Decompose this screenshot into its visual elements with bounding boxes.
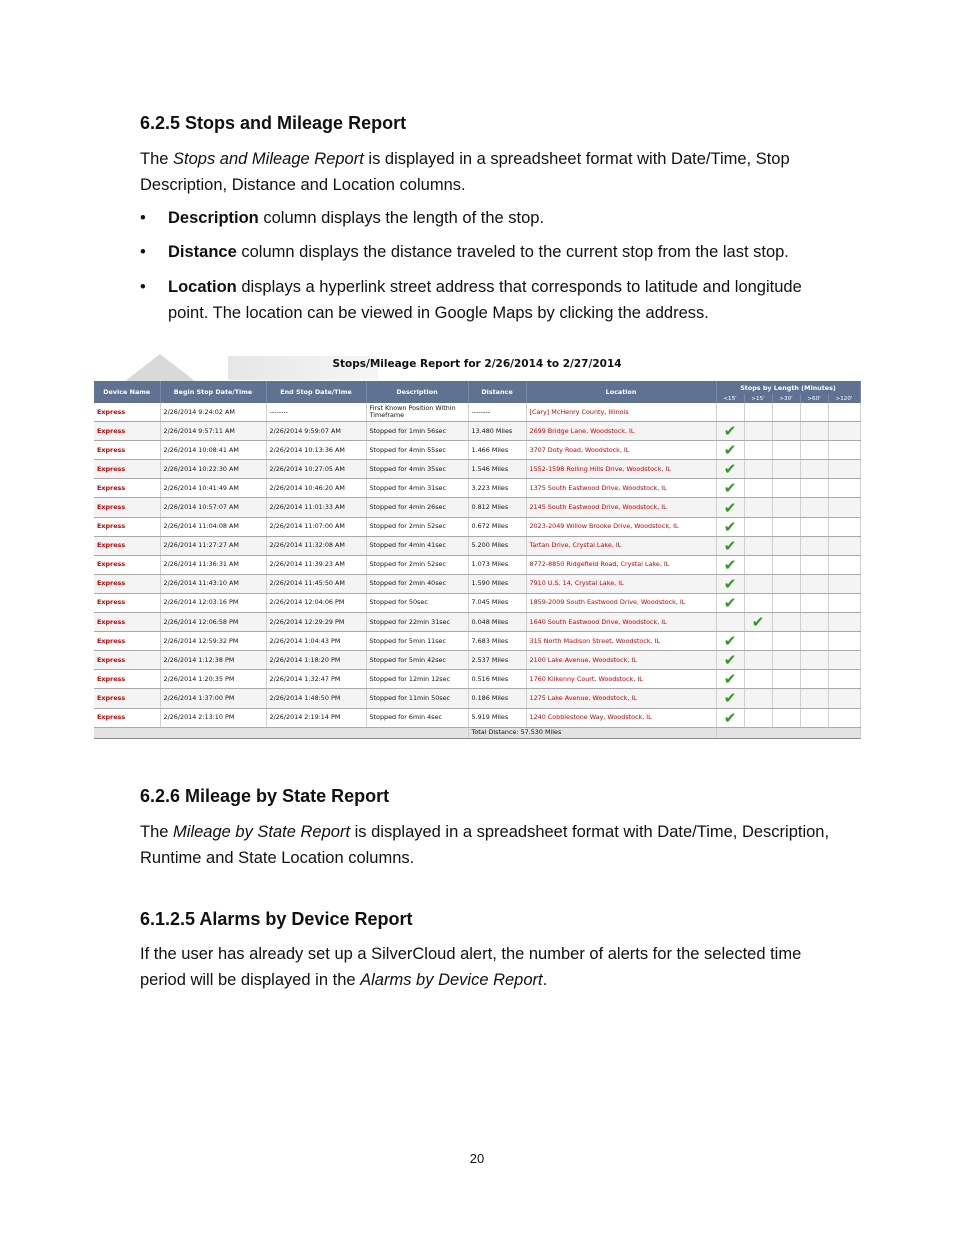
begin-time-cell: 2/26/2014 1:37:00 PM — [160, 689, 266, 708]
stop-bucket-cell — [716, 708, 744, 727]
stop-bucket-cell — [716, 460, 744, 479]
begin-time-cell: 2/26/2014 10:41:49 AM — [160, 479, 266, 498]
stop-bucket-cell — [772, 651, 800, 670]
device-name-cell: Express — [94, 670, 160, 689]
device-name-cell: Express — [94, 632, 160, 651]
distance-cell: 1.590 Miles — [468, 574, 526, 593]
description-cell: Stopped for 12min 12sec — [366, 670, 468, 689]
stop-bucket-cell — [828, 670, 860, 689]
stop-bucket-cell — [800, 555, 828, 574]
table-row — [94, 593, 860, 612]
description-cell: Stopped for 4min 55sec — [366, 441, 468, 460]
stop-bucket-cell — [800, 689, 828, 708]
distance-cell: 3.223 Miles — [468, 479, 526, 498]
stop-bucket-cell — [828, 517, 860, 536]
stop-bucket-cell — [744, 708, 772, 727]
location-link[interactable]: 7910 U.S. 14, Crystal Lake, IL — [526, 574, 716, 593]
report-body — [94, 403, 860, 738]
stop-bucket-cell — [744, 574, 772, 593]
distance-cell: 1.466 Miles — [468, 441, 526, 460]
col-bucket: <15' — [716, 394, 744, 403]
begin-time-cell: 2/26/2014 11:27:27 AM — [160, 536, 266, 555]
bullet-dot: • — [140, 209, 146, 227]
stop-bucket-cell — [800, 670, 828, 689]
checkmark-icon: ✔ — [723, 574, 737, 593]
stop-bucket-cell — [828, 460, 860, 479]
begin-time-cell: 2/26/2014 10:08:41 AM — [160, 441, 266, 460]
location-link[interactable]: [Cary] McHenry County, Illinois — [526, 403, 716, 422]
stop-bucket-cell — [716, 593, 744, 612]
device-name-cell: Express — [94, 460, 160, 479]
end-time-cell: 2/26/2014 1:32:47 PM — [266, 670, 366, 689]
device-name-cell: Express — [94, 593, 160, 612]
stop-bucket-cell — [716, 555, 744, 574]
table-row — [94, 479, 860, 498]
stop-bucket-cell — [744, 441, 772, 460]
intro-text: . — [542, 971, 548, 989]
checkmark-icon: ✔ — [723, 555, 737, 574]
bullet-dot: • — [140, 278, 146, 296]
stop-bucket-cell — [800, 574, 828, 593]
device-name-cell: Express — [94, 479, 160, 498]
begin-time-cell: 2/26/2014 11:36:31 AM — [160, 555, 266, 574]
begin-time-cell: 2/26/2014 12:03:16 PM — [160, 593, 266, 612]
bullet-term: Distance — [168, 243, 237, 261]
stop-bucket-cell — [772, 689, 800, 708]
table-row — [94, 613, 860, 632]
stop-bucket-cell — [828, 593, 860, 612]
table-row — [94, 708, 860, 727]
begin-time-cell: 2/26/2014 10:22:30 AM — [160, 460, 266, 479]
description-cell: Stopped for 4min 41sec — [366, 536, 468, 555]
end-time-cell: 2/26/2014 10:27:05 AM — [266, 460, 366, 479]
location-link[interactable]: 315 North Madison Street, Woodstock, IL — [526, 632, 716, 651]
checkmark-icon: ✔ — [723, 632, 737, 651]
stop-bucket-cell — [716, 613, 744, 632]
location-link[interactable]: 1240 Cobblestone Way, Woodstock, IL — [526, 708, 716, 727]
stops-mileage-report-screenshot — [94, 352, 860, 740]
stop-bucket-cell — [744, 651, 772, 670]
location-link[interactable]: 1859-2009 South Eastwood Drive, Woodstock, IL — [526, 593, 716, 612]
col-bucket: >120' — [828, 394, 860, 403]
description-cell: Stopped for 4min 35sec — [366, 460, 468, 479]
location-link[interactable]: 1552-1598 Rolling Hills Drive, Woodstock, IL — [526, 460, 716, 479]
stop-bucket-cell — [744, 689, 772, 708]
stop-bucket-cell — [744, 460, 772, 479]
end-time-cell: 2/26/2014 11:07:00 AM — [266, 517, 366, 536]
begin-time-cell: 2/26/2014 1:12:38 PM — [160, 651, 266, 670]
checkmark-icon: ✔ — [751, 613, 765, 632]
stop-bucket-cell — [744, 670, 772, 689]
intro-italic: Alarms by Device Report — [360, 971, 543, 989]
stop-bucket-cell — [772, 517, 800, 536]
bullet-dot: • — [140, 243, 146, 261]
location-link[interactable]: Tartan Drive, Crystal Lake, IL — [526, 536, 716, 555]
begin-time-cell: 2/26/2014 9:24:02 AM — [160, 403, 266, 422]
end-time-cell: 2/26/2014 12:29:29 PM — [266, 613, 366, 632]
stop-bucket-cell — [716, 479, 744, 498]
bullet-text: column displays the distance traveled to the current stop from the last stop. — [236, 243, 789, 261]
table-row — [94, 536, 860, 555]
device-name-cell: Express — [94, 651, 160, 670]
stops-mileage-intro — [140, 146, 840, 198]
stop-bucket-cell — [716, 422, 744, 441]
table-row — [94, 441, 860, 460]
table-row — [94, 422, 860, 441]
description-cell: Stopped for 5min 42sec — [366, 651, 468, 670]
stop-bucket-cell — [800, 422, 828, 441]
col-bucket: >30' — [772, 394, 800, 403]
description-cell: Stopped for 22min 31sec — [366, 613, 468, 632]
device-name-cell: Express — [94, 441, 160, 460]
stop-bucket-cell — [772, 403, 800, 422]
intro-italic: Mileage by State Report — [173, 823, 351, 841]
checkmark-icon: ✔ — [723, 517, 737, 536]
stop-bucket-cell — [828, 422, 860, 441]
stop-bucket-cell — [744, 403, 772, 422]
table-row — [94, 460, 860, 479]
intro-text: If the user has already set up a SilverCloud alert, the number of alerts for the selected time period will be displayed in the — [140, 945, 802, 989]
report-title: Stops/Mileage Report for 2/26/2014 to 2/27/2014 — [332, 358, 622, 370]
stop-bucket-cell — [800, 479, 828, 498]
stop-bucket-cell — [800, 536, 828, 555]
description-cell: First Known Position Within Timeframe — [366, 403, 468, 422]
stop-bucket-cell — [744, 422, 772, 441]
checkmark-icon: ✔ — [723, 498, 737, 517]
checkmark-icon: ✔ — [723, 441, 737, 460]
location-link[interactable]: 2699 Bridge Lane, Woodstock, IL — [526, 422, 716, 441]
col-begin-stop: Begin Stop Date/Time — [160, 381, 266, 403]
stop-bucket-cell — [772, 593, 800, 612]
table-row — [94, 517, 860, 536]
distance-cell: 2.537 Miles — [468, 651, 526, 670]
total-row — [94, 727, 860, 738]
stop-bucket-cell — [716, 574, 744, 593]
intro-text: is displayed in a spreadsheet format with Date/Time, Description, Runtime and State Location columns. — [140, 823, 830, 867]
distance-cell: 0.186 Miles — [468, 689, 526, 708]
location-link[interactable]: 1640 South Eastwood Drive, Woodstock, IL — [526, 613, 716, 632]
checkmark-icon: ✔ — [723, 536, 737, 555]
description-cell: Stopped for 6min 4sec — [366, 708, 468, 727]
device-name-cell: Express — [94, 613, 160, 632]
stop-bucket-cell — [772, 498, 800, 517]
stop-bucket-cell — [800, 517, 828, 536]
stop-bucket-cell — [772, 422, 800, 441]
stop-bucket-cell — [828, 403, 860, 422]
stop-bucket-cell — [716, 670, 744, 689]
stop-bucket-cell — [716, 632, 744, 651]
stop-bucket-cell — [716, 689, 744, 708]
stop-bucket-cell — [744, 536, 772, 555]
description-cell: Stopped for 2min 52sec — [366, 555, 468, 574]
checkmark-icon: ✔ — [723, 460, 737, 479]
description-cell: Stopped for 1min 56sec — [366, 422, 468, 441]
end-time-cell: 2/26/2014 1:18:20 PM — [266, 651, 366, 670]
checkmark-icon: ✔ — [723, 670, 737, 689]
stop-bucket-cell — [828, 689, 860, 708]
table-row — [94, 670, 860, 689]
stop-bucket-cell — [716, 536, 744, 555]
stop-bucket-cell — [800, 460, 828, 479]
stop-bucket-cell — [772, 632, 800, 651]
table-row — [94, 651, 860, 670]
device-name-cell: Express — [94, 555, 160, 574]
end-time-cell: 2/26/2014 10:46:20 AM — [266, 479, 366, 498]
stop-bucket-cell — [828, 555, 860, 574]
table-row — [94, 632, 860, 651]
end-time-cell: 2/26/2014 9:59:07 AM — [266, 422, 366, 441]
stop-bucket-cell — [772, 670, 800, 689]
stop-bucket-cell — [716, 651, 744, 670]
stop-bucket-cell — [772, 536, 800, 555]
location-link[interactable]: 1760 Kilkenny Court, Woodstock, IL — [526, 670, 716, 689]
end-time-cell: 2/26/2014 1:48:50 PM — [266, 689, 366, 708]
distance-cell: 0.516 Miles — [468, 670, 526, 689]
table-row — [94, 574, 860, 593]
col-distance: Distance — [468, 381, 526, 403]
alarms-intro — [140, 941, 840, 993]
stop-bucket-cell — [800, 708, 828, 727]
description-cell: Stopped for 5min 11sec — [366, 632, 468, 651]
begin-time-cell: 2/26/2014 11:43:10 AM — [160, 574, 266, 593]
table-row — [94, 403, 860, 422]
bullet-term: Location — [168, 278, 237, 296]
distance-cell: 5.919 Miles — [468, 708, 526, 727]
stop-bucket-cell — [744, 498, 772, 517]
stop-bucket-cell — [744, 632, 772, 651]
stop-bucket-cell — [716, 403, 744, 422]
stop-bucket-cell — [800, 403, 828, 422]
stop-bucket-cell — [828, 498, 860, 517]
intro-text: is displayed in a spreadsheet format with Date/Time, Stop Description, Distance and Location columns. — [140, 150, 790, 194]
table-row — [94, 689, 860, 708]
table-row — [94, 498, 860, 517]
section-heading-mileage-state: 6.2.6 Mileage by State Report — [140, 786, 390, 806]
intro-text: The — [140, 823, 174, 841]
bullet-text: displays a hyperlink street address that corresponds to latitude and longitude point. The location can be viewed in Google Maps by clicking the address. — [168, 278, 802, 322]
stop-bucket-cell — [828, 613, 860, 632]
col-stops-by-length: Stops by Length (Minutes) — [716, 381, 860, 394]
stop-bucket-cell — [828, 441, 860, 460]
location-link[interactable]: 2145 South Eastwood Drive, Woodstock, IL — [526, 498, 716, 517]
begin-time-cell: 2/26/2014 10:57:07 AM — [160, 498, 266, 517]
checkmark-icon: ✔ — [723, 708, 737, 727]
total-distance: Total Distance: 57.530 Miles — [468, 727, 716, 738]
description-cell: Stopped for 2min 40sec — [366, 574, 468, 593]
stop-bucket-cell — [744, 593, 772, 612]
checkmark-icon: ✔ — [723, 593, 737, 612]
report-table — [94, 381, 861, 739]
col-location: Location — [526, 381, 716, 403]
end-time-cell: 2/26/2014 11:32:08 AM — [266, 536, 366, 555]
device-name-cell: Express — [94, 536, 160, 555]
stop-bucket-cell — [772, 708, 800, 727]
bullet-text: column displays the length of the stop. — [258, 209, 545, 227]
begin-time-cell: 2/26/2014 1:20:35 PM — [160, 670, 266, 689]
section-heading-alarms: 6.1.2.5 Alarms by Device Report — [140, 909, 413, 929]
distance-cell: 0.672 Miles — [468, 517, 526, 536]
stop-bucket-cell — [800, 593, 828, 612]
distance-cell: 13.480 Miles — [468, 422, 526, 441]
distance-cell: 5.200 Miles — [468, 536, 526, 555]
intro-italic: Stops and Mileage Report — [173, 150, 364, 168]
stop-bucket-cell — [828, 651, 860, 670]
section-heading-stops-mileage: 6.2.5 Stops and Mileage Report — [140, 113, 407, 133]
stop-bucket-cell — [772, 460, 800, 479]
location-link[interactable]: 2023-2049 Willow Brooke Drive, Woodstock, IL — [526, 517, 716, 536]
device-name-cell: Express — [94, 689, 160, 708]
col-bucket: >60' — [800, 394, 828, 403]
report-header-row — [94, 381, 860, 394]
page-number: 20 — [469, 1151, 485, 1166]
stop-bucket-cell — [772, 613, 800, 632]
col-description: Description — [366, 381, 468, 403]
end-time-cell: 2/26/2014 11:45:50 AM — [266, 574, 366, 593]
description-cell: Stopped for 2min 52sec — [366, 517, 468, 536]
description-cell: Stopped for 4min 26sec — [366, 498, 468, 517]
stop-bucket-cell — [772, 555, 800, 574]
device-name-cell: Express — [94, 517, 160, 536]
stop-bucket-cell — [800, 651, 828, 670]
end-time-cell: 2/26/2014 10:13:36 AM — [266, 441, 366, 460]
checkmark-icon: ✔ — [723, 479, 737, 498]
stop-bucket-cell — [772, 479, 800, 498]
location-link[interactable]: 8772-8850 Ridgefield Road, Crystal Lake, IL — [526, 555, 716, 574]
intro-text: The — [140, 150, 174, 168]
stop-bucket-cell — [744, 479, 772, 498]
stop-bucket-cell — [772, 441, 800, 460]
stop-bucket-cell — [800, 498, 828, 517]
mileage-state-intro — [140, 819, 840, 871]
stop-bucket-cell — [772, 574, 800, 593]
stop-bucket-cell — [800, 441, 828, 460]
total-row-spacer — [716, 727, 860, 738]
distance-cell: 0.812 Miles — [468, 498, 526, 517]
description-cell: Stopped for 50sec — [366, 593, 468, 612]
device-name-cell: Express — [94, 574, 160, 593]
stop-bucket-cell — [800, 632, 828, 651]
distance-cell: 1.073 Miles — [468, 555, 526, 574]
device-name-cell: Express — [94, 708, 160, 727]
location-link[interactable]: 1375 South Eastwood Drive, Woodstock, IL — [526, 479, 716, 498]
begin-time-cell: 2/26/2014 12:06:58 PM — [160, 613, 266, 632]
begin-time-cell: 2/26/2014 9:57:11 AM — [160, 422, 266, 441]
total-row-spacer — [94, 727, 468, 738]
device-name-cell: Express — [94, 403, 160, 422]
bullet-term: Description — [168, 209, 259, 227]
begin-time-cell: 2/26/2014 12:59:32 PM — [160, 632, 266, 651]
distance-cell: -------- — [468, 403, 526, 422]
table-row — [94, 555, 860, 574]
end-time-cell: 2/26/2014 12:04:06 PM — [266, 593, 366, 612]
begin-time-cell: 2/26/2014 11:04:08 AM — [160, 517, 266, 536]
stop-bucket-cell — [828, 479, 860, 498]
stop-bucket-cell — [828, 708, 860, 727]
col-bucket: >15' — [744, 394, 772, 403]
checkmark-icon: ✔ — [723, 651, 737, 670]
stop-bucket-cell — [744, 613, 772, 632]
stop-bucket-cell — [828, 536, 860, 555]
col-end-stop: End Stop Date/Time — [266, 381, 366, 403]
stop-bucket-cell — [744, 555, 772, 574]
distance-cell: 0.048 Miles — [468, 613, 526, 632]
end-time-cell: -------- — [266, 403, 366, 422]
stop-bucket-cell — [716, 498, 744, 517]
description-cell: Stopped for 4min 31sec — [366, 479, 468, 498]
description-cell: Stopped for 11min 50sec — [366, 689, 468, 708]
end-time-cell: 2/26/2014 1:04:43 PM — [266, 632, 366, 651]
end-time-cell: 2/26/2014 11:01:33 AM — [266, 498, 366, 517]
stop-bucket-cell — [716, 517, 744, 536]
device-name-cell: Express — [94, 498, 160, 517]
stop-bucket-cell — [828, 574, 860, 593]
device-name-cell: Express — [94, 422, 160, 441]
location-link[interactable]: 2100 Lake Avenue, Woodstock, IL — [526, 651, 716, 670]
end-time-cell: 2/26/2014 2:19:14 PM — [266, 708, 366, 727]
end-time-cell: 2/26/2014 11:39:23 AM — [266, 555, 366, 574]
stop-bucket-cell — [716, 441, 744, 460]
distance-cell: 1.546 Miles — [468, 460, 526, 479]
checkmark-icon: ✔ — [723, 422, 737, 441]
begin-time-cell: 2/26/2014 2:13:10 PM — [160, 708, 266, 727]
stop-bucket-cell — [800, 613, 828, 632]
location-link[interactable]: 1275 Lake Avenue, Woodstock, IL — [526, 689, 716, 708]
stop-bucket-cell — [828, 632, 860, 651]
location-link[interactable]: 3707 Doty Road, Woodstock, IL — [526, 441, 716, 460]
stop-bucket-cell — [744, 517, 772, 536]
distance-cell: 7.683 Miles — [468, 632, 526, 651]
col-device-name: Device Name — [94, 381, 160, 403]
distance-cell: 7.045 Miles — [468, 593, 526, 612]
checkmark-icon: ✔ — [723, 689, 737, 708]
